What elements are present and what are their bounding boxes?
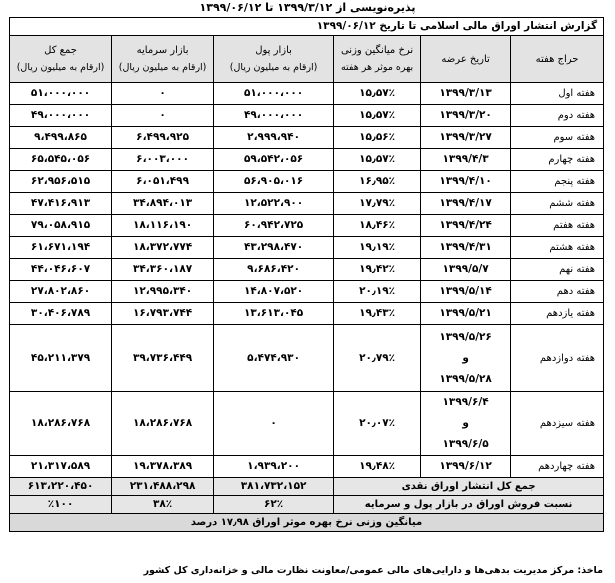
share-money: ۶۲٪: [214, 496, 334, 514]
source-note: ماخذ: مرکز مدیریت بدهی‌ها و دارایی‌های مالی عمومی/معاونت نظارت مالی و خزانه‌داری کل کشور: [143, 565, 603, 576]
table-row: هفته نهم ۱۳۹۹/۵/۷ ۱۹٫۴۲٪ ۹،۶۸۶،۴۲۰ ۳۴،۳۶۰،۱۸۷ ۴۴،۰۴۶،۶۰۷: [10, 259, 604, 281]
share-label: نسبت فروش اوراق در بازار پول و سرمایه: [334, 496, 604, 514]
header-row: [10, 36, 604, 83]
share-capital: ۳۸٪: [112, 496, 214, 514]
average-rate-note: میانگین وزنی نرخ بهره موثر اوراق ۱۷٫۹۸ درصد: [10, 514, 604, 532]
header-total: جمع کل (ارقام به میلیون ریال): [10, 36, 112, 83]
header-week: حراج هفته: [511, 36, 604, 83]
date-range-cell: ۱۳۹۹/۵/۲۶ و ۱۳۹۹/۵/۲۸: [421, 325, 511, 392]
total-money: ۳۸۱،۷۳۲،۱۵۲: [214, 478, 334, 496]
total-label: جمع کل انتشار اوراق نقدی: [334, 478, 604, 496]
table-row: هفته دهم ۱۳۹۹/۵/۱۴ ۲۰٫۱۹٪ ۱۴،۸۰۷،۵۲۰ ۱۲،۹۹۵،۳۴۰ ۲۷،۸۰۲،۸۶۰: [10, 281, 604, 303]
table-row: هفته سوم ۱۳۹۹/۳/۲۷ ۱۵٫۵۶٪ ۲،۹۹۹،۹۴۰ ۶،۴۹۹،۹۲۵ ۹،۴۹۹،۸۶۵: [10, 127, 604, 149]
table-row: هفته چهارم ۱۳۹۹/۴/۳ ۱۵٫۵۷٪ ۵۹،۵۴۲،۰۵۶ ۶،۰۰۳،۰۰۰ ۶۵،۵۴۵،۰۵۶: [10, 149, 604, 171]
header-rate: نرخ میانگین وزنی بهره موثر هر هفته: [334, 36, 421, 83]
total-row: [10, 478, 604, 496]
bond-issuance-table: [9, 17, 604, 532]
average-rate-row: [10, 514, 604, 532]
table-row-week-12: هفته دوازدهم ۱۳۹۹/۵/۲۶ و ۱۳۹۹/۵/۲۸ ۲۰٫۷۹٪ ۵،۴۷۴،۹۳۰ ۳۹،۷۳۶،۴۴۹ ۴۵،۲۱۱،۳۷۹: [10, 325, 604, 392]
report-title: گزارش انتشار اوراق مالی اسلامی تا تاریخ ۱۳۹۹/۰۶/۱۲: [10, 18, 604, 36]
table-row: هفته اول ۱۳۹۹/۳/۱۳ ۱۵٫۵۷٪ ۵۱،۰۰۰،۰۰۰ ۰ ۵۱،۰۰۰،۰۰۰: [10, 83, 604, 105]
table-row: هفته ششم ۱۳۹۹/۴/۱۷ ۱۷٫۷۹٪ ۱۲،۵۲۲،۹۰۰ ۳۴،۸۹۴،۰۱۳ ۴۷،۴۱۶،۹۱۳: [10, 193, 604, 215]
table-row: هفته پنجم ۱۳۹۹/۴/۱۰ ۱۶٫۹۵٪ ۵۶،۹۰۵،۰۱۶ ۶،۰۵۱،۴۹۹ ۶۲،۹۵۶،۵۱۵: [10, 171, 604, 193]
table-row-week-13: هفته سیزدهم ۱۳۹۹/۶/۴ و ۱۳۹۹/۶/۵ ۲۰٫۰۷٪ ۰ ۱۸،۲۸۶،۷۶۸ ۱۸،۲۸۶،۷۶۸: [10, 392, 604, 456]
table-row: هفته دوم ۱۳۹۹/۳/۲۰ ۱۵٫۵۷٪ ۴۹،۰۰۰،۰۰۰ ۰ ۴۹،۰۰۰،۰۰۰: [10, 105, 604, 127]
header-money-market: بازار پول (ارقام به میلیون ریال): [214, 36, 334, 83]
table-row: هفته یازدهم ۱۳۹۹/۵/۲۱ ۱۹٫۴۳٪ ۱۳،۶۱۳،۰۴۵ ۱۶،۷۹۳،۷۴۴ ۳۰،۴۰۶،۷۸۹: [10, 303, 604, 325]
table-row-week-14: هفته چهاردهم ۱۳۹۹/۶/۱۲ ۱۹٫۴۸٪ ۱،۹۳۹،۲۰۰ ۱۹،۳۷۸،۳۸۹ ۲۱،۳۱۷،۵۸۹: [10, 456, 604, 478]
date-range-cell: ۱۳۹۹/۶/۴ و ۱۳۹۹/۶/۵: [421, 392, 511, 456]
table-row: هفته هشتم ۱۳۹۹/۴/۳۱ ۱۹٫۱۹٪ ۴۳،۲۹۸،۴۷۰ ۱۸،۳۷۲،۷۷۴ ۶۱،۶۷۱،۱۹۴: [10, 237, 604, 259]
header-capital-market: بازار سرمایه (ارقام به میلیون ریال): [112, 36, 214, 83]
table-row: هفته هفتم ۱۳۹۹/۴/۲۴ ۱۸٫۴۶٪ ۶۰،۹۴۲،۷۲۵ ۱۸،۱۱۶،۱۹۰ ۷۹،۰۵۸،۹۱۵: [10, 215, 604, 237]
total-all: ۶۱۳،۲۲۰،۴۵۰: [10, 478, 112, 496]
header-date: تاریخ عرضه: [421, 36, 511, 83]
document-title: پذیره‌نویسی از ۱۳۹۹/۳/۱۲ تا ۱۳۹۹/۰۶/۱۲: [199, 1, 416, 14]
share-row: [10, 496, 604, 514]
share-total: ٪۱۰۰: [10, 496, 112, 514]
total-capital: ۲۳۱،۴۸۸،۲۹۸: [112, 478, 214, 496]
